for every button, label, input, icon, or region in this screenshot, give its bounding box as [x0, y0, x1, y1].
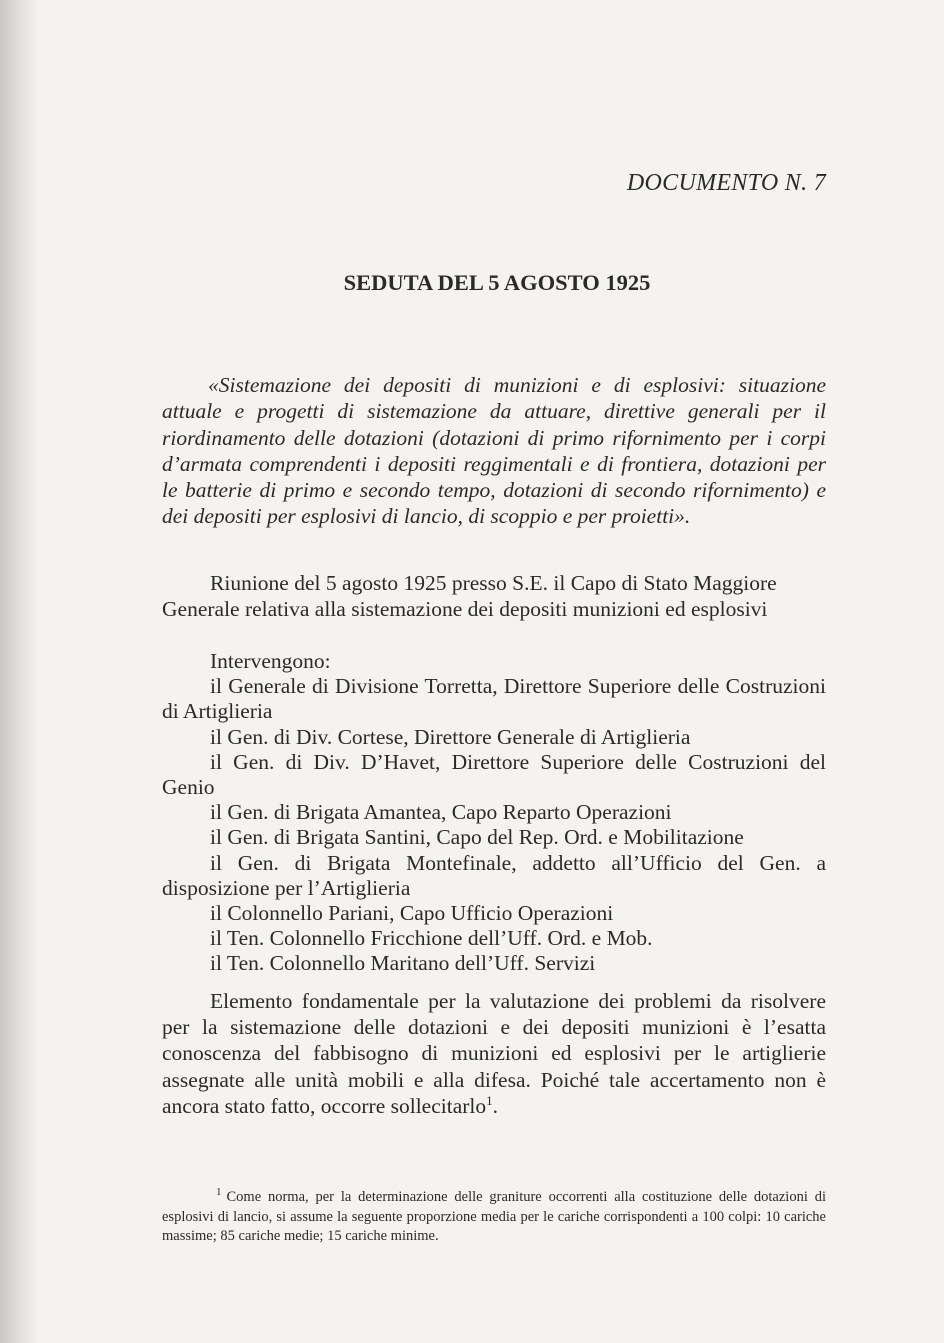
agenda-quote	[162, 372, 826, 530]
participant-entry: il Ten. Colonnello Fricchione dell’Uff. Ord. e Mob.	[210, 926, 653, 951]
session-title: SEDUTA DEL 5 AGOSTO 1925	[343, 270, 651, 295]
participant-entry: il Colonnello Pariani, Capo Ufficio Operazioni	[210, 901, 614, 926]
participants-list	[162, 649, 826, 977]
participant-entry: il Ten. Colonnello Maritano dell’Uff. Servizi	[210, 951, 596, 976]
footnote-text-block	[162, 1188, 826, 1247]
participant-entry: il Generale di Divisione Torretta, Direttore Superiore delle Costruzioni di Artiglieria	[162, 674, 826, 724]
footnote-text: Come norma, per la determinazione delle graniture occorrenti alla costituzione delle dotazioni di esplosivi di lancio, si assume la seguente proporzione media per le cariche corrispondenti a 100 colpi: 10 cariche massime; 85 cariche medie; 15 cariche minime.	[162, 1189, 826, 1244]
meeting-line-1: Riunione del 5 agosto 1925 presso S.E. il Capo di Stato Maggiore	[210, 571, 777, 595]
document-number-label: DOCUMENTO N. 7	[626, 170, 826, 196]
participant-entry: il Gen. di Brigata Amantea, Capo Reparto Operazioni	[210, 800, 672, 825]
body-paragraph-text	[162, 988, 826, 1119]
footnote	[162, 1188, 826, 1247]
meeting-line-2: Generale relativa alla sistemazione dei depositi munizioni ed esplosivi	[162, 597, 768, 621]
footnote-number: 1	[216, 1186, 222, 1199]
footnote-reference: 1	[486, 1092, 493, 1108]
body-paragraph	[162, 988, 826, 1119]
meeting-paragraph	[162, 570, 826, 622]
agenda-quote-text: «Sistemazione dei depositi di munizioni e di esplosivi: situazione attuale e progetti di sistemazione da attuare, direttive generali per il riordinamento delle dotazioni (dotazioni di primo rifornimento per i corpi d’armata comprendenti i depositi reggimentali e di frontiera, dotazioni per le batterie di primo e secondo tempo, dotazioni di secondo rifornimento) e dei depositi per esplosivi di lancio, di scoppio e per proietti».	[162, 373, 826, 529]
page-binding-shadow	[0, 0, 40, 1343]
participant-entry: il Gen. di Div. Cortese, Direttore Generale di Artiglieria	[210, 724, 691, 749]
participant-entry: il Gen. di Brigata Montefinale, addetto all’Ufficio del Gen. a disposizione per l’Artiglieria	[162, 850, 826, 900]
body-paragraph-content: Elemento fondamentale per la valutazione dei problemi da risolvere per la sistemazione delle dotazioni e dei depositi munizioni è l’esatta conoscenza del fabbisogno di munizioni ed esplosivi per le artiglierie assegnate alle unità mobili e alla difesa. Poiché tale accertamento non è ancora stato fatto, occorre sollecitarlo	[162, 989, 826, 1118]
participant-entry: il Gen. di Div. D’Havet, Direttore Superiore delle Costruzioni del Genio	[162, 749, 826, 800]
participant-entry: il Gen. di Brigata Santini, Capo del Rep. Ord. e Mobilitazione	[210, 825, 744, 850]
participants-heading: Intervengono:	[210, 649, 331, 673]
body-paragraph-end: .	[492, 1093, 499, 1118]
